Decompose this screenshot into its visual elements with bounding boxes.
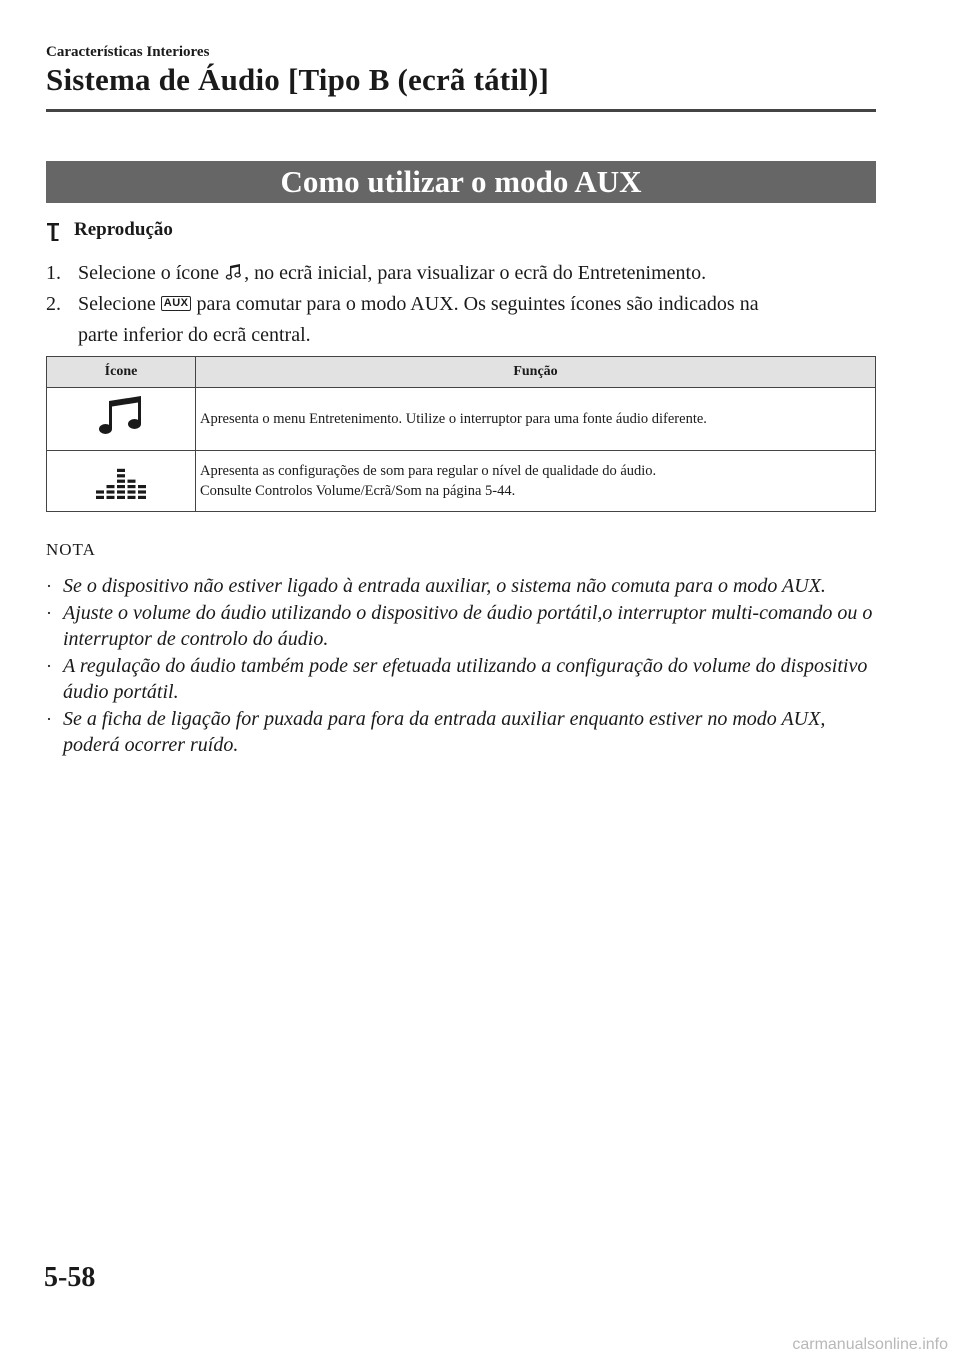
equalizer-segment xyxy=(128,479,136,482)
equalizer-segment xyxy=(107,495,115,498)
chapter-title: Características Interiores xyxy=(46,44,210,60)
list-item xyxy=(46,706,876,759)
step-number: 2. xyxy=(46,293,61,315)
column-header-icon: Ícone xyxy=(47,357,196,388)
note-text: Se a ficha de ligação for puxada para fora da entrada auxiliar enquanto estiver no modo AUX, poderá ocorrer ruído. xyxy=(63,707,826,756)
music-note-icon xyxy=(96,395,146,439)
function-cell xyxy=(196,388,876,451)
equalizer-segment xyxy=(117,474,125,477)
step-text: para comutar para o modo AUX. Os seguintes ícones são indicados na xyxy=(196,293,759,315)
header-rule xyxy=(46,109,876,112)
function-cell xyxy=(196,451,876,512)
equalizer-segment xyxy=(117,479,125,482)
step-text: Selecione o ícone xyxy=(78,262,220,284)
equalizer-segment xyxy=(128,495,136,498)
function-text: Consulte Controlos Volume/Ecrã/Som na página 5-44. xyxy=(200,483,516,499)
icon-cell xyxy=(47,388,196,451)
music-note-icon xyxy=(224,262,244,282)
list-item xyxy=(46,600,876,653)
equalizer-segment xyxy=(128,485,136,488)
note-title: NOTA xyxy=(46,540,96,559)
bullet-icon: · xyxy=(46,708,52,729)
bullet-icon: · xyxy=(46,602,52,623)
step-text: Selecione xyxy=(78,293,156,315)
table-row xyxy=(47,451,876,512)
column-header-function: Função xyxy=(196,357,876,388)
function-text: Apresenta o menu Entretenimento. Utilize o interruptor para uma fonte áudio diferente. xyxy=(200,411,707,427)
note-text: Se o dispositivo não estiver ligado à entrada auxiliar, o sistema não comuta para o modo AUX. xyxy=(63,575,826,597)
page-number: 5-58 xyxy=(44,1262,96,1293)
step-text: , no ecrã inicial, para visualizar o ecrã do Entretenimento. xyxy=(244,262,707,284)
list-item xyxy=(46,573,876,600)
list-item xyxy=(46,653,876,706)
topic-banner: Como utilizar o modo AUX xyxy=(46,161,876,203)
equalizer-segment xyxy=(107,485,115,488)
icon-cell xyxy=(47,451,196,512)
table-row xyxy=(47,388,876,451)
equalizer-segment xyxy=(96,495,104,498)
function-table xyxy=(46,356,876,512)
equalizer-segment xyxy=(138,485,146,488)
equalizer-icon xyxy=(94,457,148,501)
note-list xyxy=(46,573,876,759)
step-1 xyxy=(46,258,706,289)
equalizer-segment xyxy=(107,490,115,493)
aux-badge-icon: AUX xyxy=(161,296,192,311)
equalizer-segment xyxy=(117,468,125,471)
step-text-continuation: parte inferior do ecrã central. xyxy=(78,324,311,346)
step-number: 1. xyxy=(46,262,61,284)
note-text: A regulação do áudio também pode ser efetuada utilizando a configuração do volume do dispositivo áudio portátil. xyxy=(63,654,868,703)
equalizer-segment xyxy=(96,490,104,493)
subsection-title: Reprodução xyxy=(74,219,173,240)
equalizer-segment xyxy=(117,495,125,498)
bullet-icon: · xyxy=(46,655,52,676)
equalizer-segment xyxy=(138,490,146,493)
watermark: carmanualsonline.info xyxy=(792,1336,948,1353)
equalizer-segment xyxy=(117,485,125,488)
note-text: Ajuste o volume do áudio utilizando o dispositivo de áudio portátil,o interruptor multi-comando ou o interruptor de controlo do áudio. xyxy=(63,601,873,650)
equalizer-segment xyxy=(128,490,136,493)
subsection-marker-icon xyxy=(46,220,60,242)
equalizer-segment xyxy=(138,495,146,498)
bullet-icon: · xyxy=(46,576,52,596)
equalizer-segment xyxy=(117,490,125,493)
step-2 xyxy=(46,289,866,351)
function-text: Apresenta as configurações de som para regular o nível de qualidade do áudio. xyxy=(200,463,657,479)
section-title: Sistema de Áudio [Tipo B (ecrã tátil)] xyxy=(46,62,549,97)
